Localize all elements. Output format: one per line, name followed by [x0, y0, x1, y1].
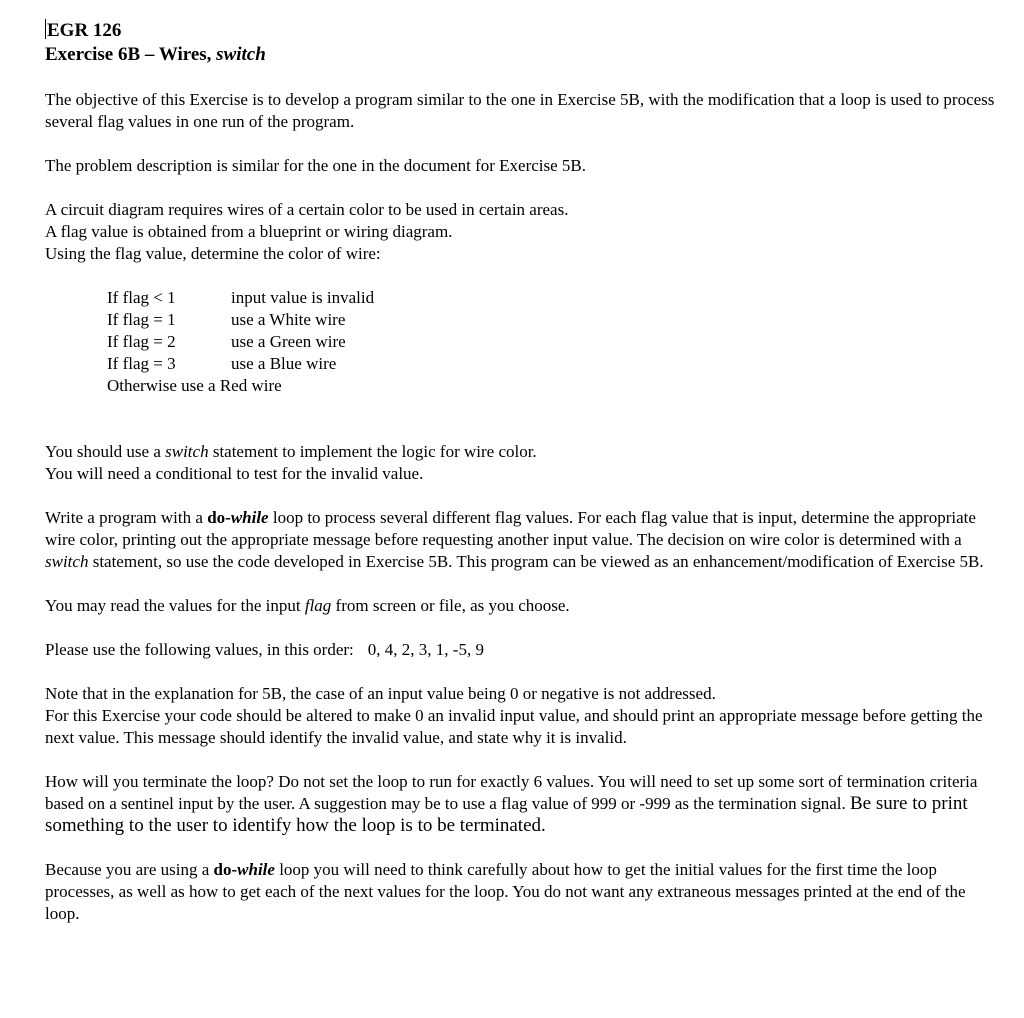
flag-condition: If flag = 1: [107, 310, 176, 329]
flag-result: input value is invalid: [231, 288, 375, 307]
flag-result: use a Green wire: [231, 332, 346, 351]
switch-keyword: switch: [165, 442, 209, 461]
terminate-paragraph: [45, 771, 995, 837]
spacer: [45, 617, 995, 639]
switch-line-2: You will need a conditional to test for the invalid value.: [45, 464, 424, 483]
flag-rule-row: [107, 331, 995, 353]
spacer: [45, 661, 995, 683]
spacer: [45, 177, 995, 199]
write-text-1: Write a program with a: [45, 508, 208, 527]
spacer: [45, 133, 995, 155]
note-line-1: Note that in the explanation for 5B, the case of an input value being 0 or negative is not addressed.: [45, 684, 716, 703]
flag-rule-row: [107, 353, 995, 375]
problem-line-1: A circuit diagram requires wires of a certain color to be used in certain areas.: [45, 200, 569, 219]
exercise-title-italic: switch: [216, 44, 266, 65]
spacer: [45, 67, 995, 89]
note-line-2: For this Exercise your code should be altered to make 0 an invalid input value, and should print an appropriate message before getting the next value. This message should identify the invalid value, and state why it is invalid.: [45, 706, 983, 747]
flag-rule-row: [107, 309, 995, 331]
spacer: [45, 397, 995, 441]
flag-result: use a White wire: [231, 310, 346, 329]
while-keyword: while: [237, 860, 275, 879]
flag-rule-row: [107, 287, 995, 309]
do-keyword: do-: [207, 508, 231, 527]
document-page: [45, 19, 995, 925]
read-text-1: You may read the values for the input: [45, 596, 305, 615]
flag-condition: If flag < 1: [107, 288, 176, 307]
switch-line-1: [45, 441, 995, 463]
read-text-2: from screen or file, as you choose.: [331, 596, 570, 615]
flag-condition: If flag = 2: [107, 332, 176, 351]
course-title: [45, 19, 995, 43]
because-text-2: loop you will need to think carefully about how to get the initial values for the first time the loop processes, as well as how to get each of the next values for the loop. You do not want any extraneous messages printed at the end of the loop.: [45, 860, 966, 923]
write-paragraph: [45, 507, 995, 573]
problem-line-2: A flag value is obtained from a blueprint or wiring diagram.: [45, 222, 453, 241]
values-list: 0, 4, 2, 3, 1, -5, 9: [367, 640, 484, 659]
spacer: [45, 573, 995, 595]
because-text-1: Because you are using a: [45, 860, 214, 879]
do-keyword: do-: [213, 860, 238, 879]
course-code: EGR 126: [47, 20, 122, 41]
flag-otherwise-row: [107, 375, 995, 397]
switch-keyword: switch: [45, 552, 89, 571]
switch-text: You should use a: [45, 442, 166, 461]
flag-rules-table: [107, 287, 995, 397]
write-text-2: loop to process several different flag values. For each flag value that is input, determine the appropriate wire color, printing out the appropriate message before requesting another input value. The decision on wire color is determined with a: [45, 508, 976, 549]
text-cursor: [45, 19, 46, 39]
read-paragraph: [45, 595, 995, 617]
exercise-title: [45, 43, 995, 67]
spacer: [45, 485, 995, 507]
flag-result: use a Blue wire: [231, 354, 337, 373]
terminate-text-1: How will you terminate the loop? Do not set the loop to run for exactly 6 values. You will need to set up some sort of termination criteria based on a sentinel input by the user. A suggestion may be to use a flag value of 999 or -999 as the termination signal.: [45, 772, 978, 813]
spacer: [45, 837, 995, 859]
flag-keyword: flag: [304, 596, 332, 615]
because-paragraph: [45, 859, 995, 925]
problem-line-3: Using the flag value, determine the color of wire:: [45, 244, 381, 263]
spacer: [45, 265, 995, 287]
spacer: [45, 749, 995, 771]
similar-paragraph: The problem description is similar for the one in the document for Exercise 5B.: [45, 156, 587, 175]
flag-otherwise: Otherwise use a Red wire: [107, 376, 282, 395]
flag-condition: If flag = 3: [107, 354, 176, 373]
objective-paragraph: The objective of this Exercise is to develop a program similar to the one in Exercise 5B, with the modification that a loop is used to process several flag values in one run of the program.: [45, 90, 995, 131]
while-keyword: while: [230, 508, 269, 527]
terminate-text-2: Be sure to print something to the user to identify how the loop is to be terminated.: [45, 793, 968, 836]
values-paragraph: [45, 639, 995, 661]
exercise-title-text: Exercise 6B – Wires,: [45, 44, 217, 65]
switch-text-rest: statement to implement the logic for wire color.: [208, 442, 537, 461]
values-label: Please use the following values, in this order:: [45, 640, 354, 659]
write-text-3: statement, so use the code developed in Exercise 5B. This program can be viewed as an enhancement/modification of Exercise 5B.: [88, 552, 984, 571]
